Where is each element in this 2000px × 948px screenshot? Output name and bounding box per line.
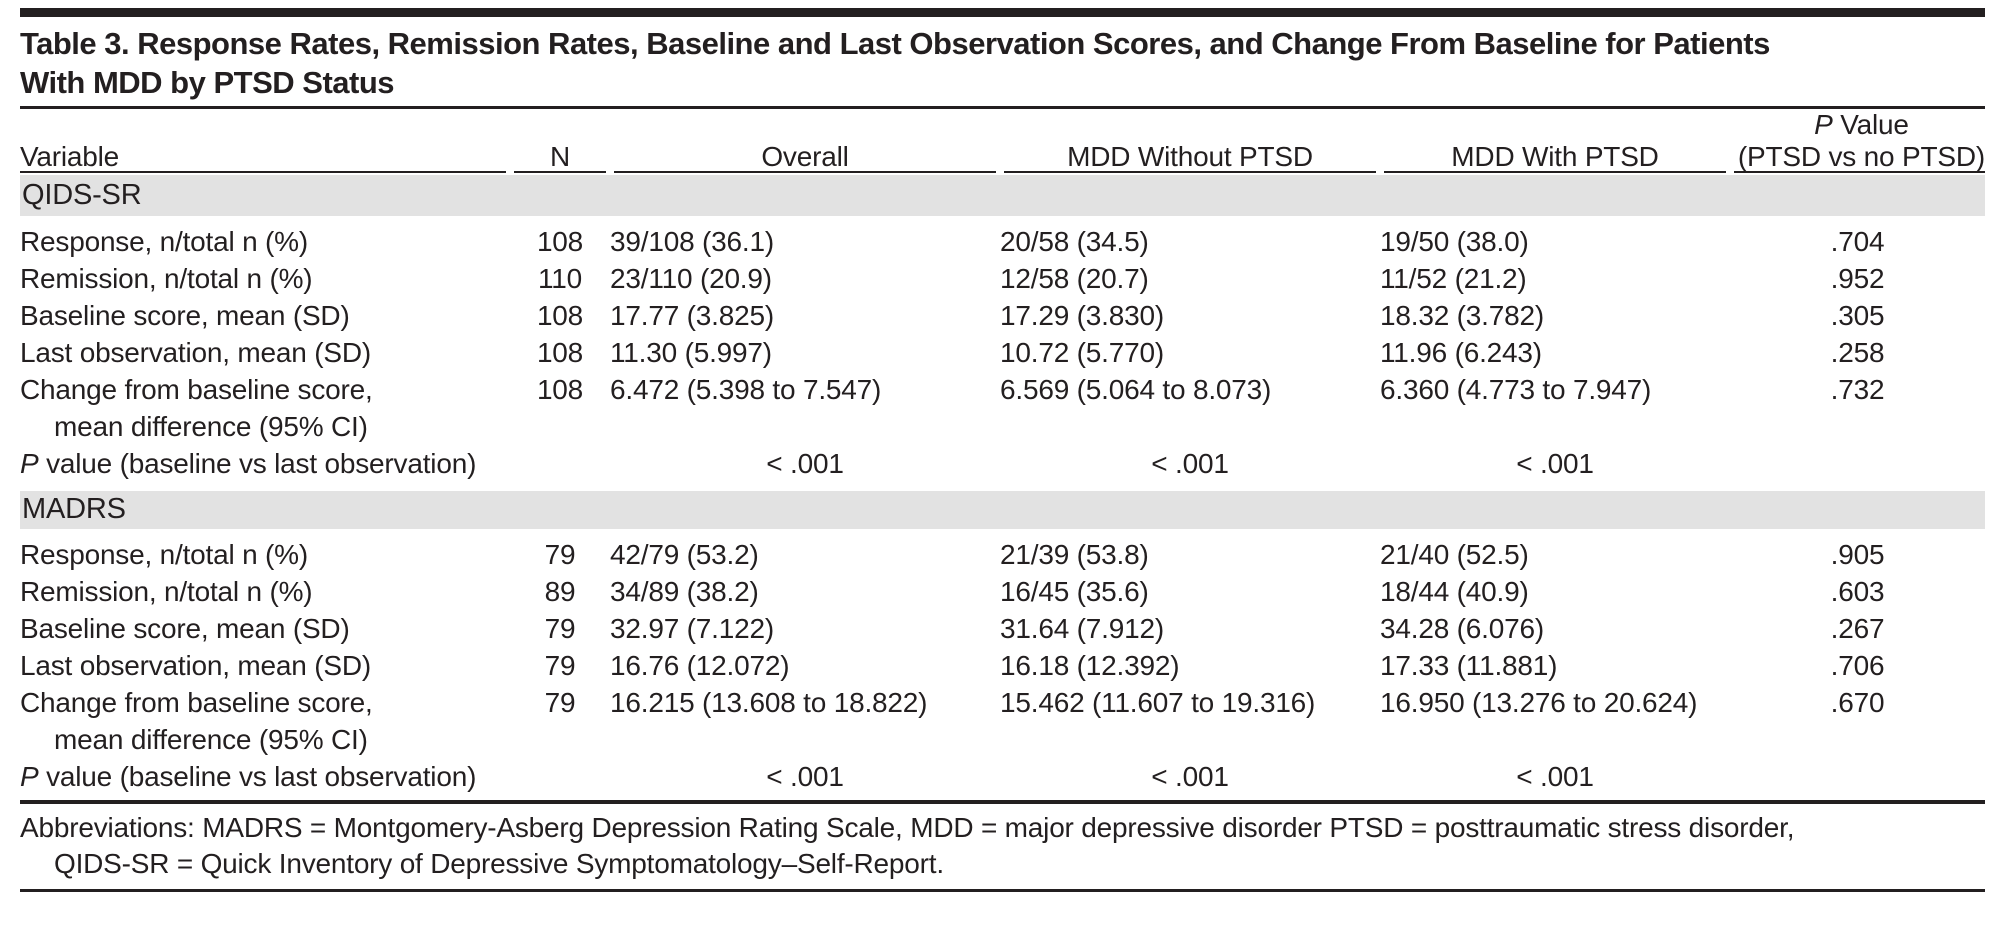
cell-mdd-with-ptsd: 18/44 (40.9) [1380, 575, 1529, 607]
row-label [20, 445, 510, 487]
table-row [20, 371, 1985, 445]
cell-overall: 32.97 (7.122) [610, 612, 774, 644]
cell-p-value: .905 [1830, 538, 1885, 570]
row-label-line1: Change from baseline score, [20, 686, 373, 718]
row-label-italic-p: P [20, 760, 39, 792]
section-title: QIDS-SR [20, 174, 1985, 216]
cell-overall: 23/110 (20.9) [610, 263, 772, 294]
cell-mdd-without-ptsd: 6.569 (5.064 to 8.073) [1000, 374, 1272, 405]
cell-n [510, 445, 610, 487]
table-row [20, 529, 1985, 573]
cell-p-value [1730, 445, 1985, 487]
cell-n [510, 758, 610, 795]
footnote-line1: Abbreviations: MADRS = Montgomery-Asberg Depression Rating Scale, MDD = major depressive disorder PTSD = posttraumatic stress disorder, [20, 811, 1795, 843]
row-label: Baseline score, mean (SD) [20, 612, 350, 644]
row-label: Last observation, mean (SD) [20, 337, 371, 368]
p-value-header-block [1738, 109, 1985, 173]
cell-mdd-with-ptsd: 18.32 (3.782) [1380, 300, 1544, 331]
cell-mdd-with-ptsd: < .001 [1516, 448, 1594, 479]
table-row [20, 758, 1985, 795]
table-title-line2: With MDD by PTSD Status [20, 65, 395, 100]
cell-overall: 11.30 (5.997) [610, 337, 772, 368]
cell-mdd-with-ptsd: 11/52 (21.2) [1380, 263, 1527, 294]
cell-mdd-with-ptsd: 16.950 (13.276 to 20.624) [1380, 686, 1698, 718]
row-label: Remission, n/total n (%) [20, 575, 313, 607]
table-row [20, 216, 1985, 260]
cell-mdd-with-ptsd: 6.360 (4.773 to 7.947) [1380, 374, 1652, 405]
column-header-overall: Overall [610, 109, 1000, 174]
cell-mdd-without-ptsd: 20/58 (34.5) [1000, 226, 1149, 257]
cell-p-value: .267 [1830, 612, 1885, 644]
cell-mdd-without-ptsd: < .001 [1151, 448, 1229, 479]
row-label: Response, n/total n (%) [20, 538, 308, 570]
section-band-row [20, 174, 1985, 216]
cell-overall: < .001 [766, 448, 844, 479]
cell-p-value: .706 [1830, 649, 1885, 681]
cell-overall: 17.77 (3.825) [610, 300, 774, 331]
column-header-variable: Variable [20, 109, 510, 174]
table-title-line1: Table 3. Response Rates, Remission Rates, Baseline and Last Observation Scores, and Change From Baseline for Patients [20, 26, 1770, 61]
cell-mdd-with-ptsd: 17.33 (11.881) [1380, 649, 1558, 681]
table-row [20, 573, 1985, 610]
table-row [20, 297, 1985, 334]
p-value-header-line2: (PTSD vs no PTSD) [1737, 141, 1985, 172]
p-value-rest: Value [1832, 109, 1909, 140]
cell-overall: 39/108 (36.1) [610, 226, 774, 257]
cell-n: 108 [536, 337, 584, 368]
cell-mdd-without-ptsd: < .001 [1151, 760, 1229, 792]
cell-p-value: .670 [1830, 686, 1885, 718]
cell-n: 79 [544, 649, 576, 681]
row-label-line2: mean difference (95% CI) [54, 723, 368, 755]
cell-n: 108 [536, 226, 584, 257]
cell-mdd-without-ptsd: 15.462 (11.607 to 19.316) [1000, 686, 1316, 718]
row-label: Response, n/total n (%) [20, 226, 308, 257]
column-header-mdd-with-ptsd: MDD With PTSD [1380, 109, 1730, 174]
cell-overall: 16.76 (12.072) [610, 649, 790, 681]
bottom-rule [20, 889, 1985, 892]
footnote-divider-rule [20, 800, 1985, 804]
cell-n: 79 [544, 612, 576, 644]
cell-mdd-without-ptsd: 31.64 (7.912) [1000, 612, 1164, 644]
cell-mdd-without-ptsd: 16/45 (35.6) [1000, 575, 1149, 607]
cell-mdd-with-ptsd: 21/40 (52.5) [1380, 538, 1529, 570]
table-row [20, 445, 1985, 487]
column-header-mdd-without-ptsd: MDD Without PTSD [1000, 109, 1380, 174]
cell-overall: 34/89 (38.2) [610, 575, 759, 607]
cell-n: 108 [536, 374, 584, 405]
row-label-italic-p: P [20, 448, 39, 479]
row-label [20, 684, 510, 758]
cell-p-value: .732 [1830, 374, 1885, 405]
p-value-header-line1 [1738, 109, 1985, 141]
abbreviations-footnote [20, 810, 1985, 882]
cell-overall: < .001 [766, 760, 844, 792]
cell-n: 110 [537, 263, 583, 294]
cell-n: 79 [544, 686, 576, 718]
row-label [20, 758, 510, 795]
table-row [20, 260, 1985, 297]
row-label: Last observation, mean (SD) [20, 649, 371, 681]
section-title: MADRS [20, 487, 1985, 529]
cell-p-value: .258 [1830, 337, 1885, 368]
cell-mdd-without-ptsd: 12/58 (20.7) [1000, 263, 1149, 294]
table-row [20, 647, 1985, 684]
section-qids-sr [20, 174, 1985, 487]
cell-n: 79 [544, 538, 576, 570]
row-label: Remission, n/total n (%) [20, 263, 313, 294]
table-row [20, 334, 1985, 371]
cell-mdd-without-ptsd: 17.29 (3.830) [1000, 300, 1164, 331]
cell-p-value: .305 [1830, 300, 1885, 331]
row-label-text: value (baseline vs last observation) [38, 760, 477, 792]
cell-mdd-with-ptsd: < .001 [1516, 760, 1594, 792]
cell-mdd-without-ptsd: 21/39 (53.8) [1000, 538, 1149, 570]
section-madrs [20, 487, 1985, 795]
cell-overall: 42/79 (53.2) [610, 538, 759, 570]
p-value-italic-p: P [1814, 109, 1833, 140]
cell-overall: 6.472 (5.398 to 7.547) [610, 374, 882, 405]
results-table-header [20, 109, 1985, 174]
cell-p-value: .952 [1830, 263, 1885, 294]
cell-n: 108 [536, 300, 584, 331]
section-band-row [20, 487, 1985, 529]
cell-p-value: .603 [1830, 575, 1885, 607]
row-label-line1: Change from baseline score, [20, 374, 373, 405]
row-label-line2: mean difference (95% CI) [54, 411, 368, 442]
row-label-text: value (baseline vs last observation) [38, 448, 477, 479]
column-header-p-value [1730, 109, 1985, 174]
results-table [20, 109, 1985, 795]
cell-mdd-without-ptsd: 10.72 (5.770) [1000, 337, 1164, 368]
cell-p-value: .704 [1830, 226, 1885, 257]
row-label [20, 371, 510, 445]
cell-overall: 16.215 (13.608 to 18.822) [610, 686, 928, 718]
cell-n: 89 [544, 575, 576, 607]
top-rule-bar [20, 8, 1985, 17]
header-row [20, 109, 1985, 174]
table-row [20, 684, 1985, 758]
cell-mdd-with-ptsd: 11.96 (6.243) [1380, 337, 1542, 368]
cell-mdd-without-ptsd: 16.18 (12.392) [1000, 649, 1180, 681]
cell-mdd-with-ptsd: 19/50 (38.0) [1380, 226, 1529, 257]
row-label: Baseline score, mean (SD) [20, 300, 350, 331]
table-row [20, 610, 1985, 647]
footnote-line2: QIDS-SR = Quick Inventory of Depressive Symptomatology–Self-Report. [54, 847, 944, 879]
table-title [20, 24, 1985, 102]
column-header-n: N [510, 109, 610, 174]
cell-mdd-with-ptsd: 34.28 (6.076) [1380, 612, 1544, 644]
cell-p-value [1730, 758, 1985, 795]
